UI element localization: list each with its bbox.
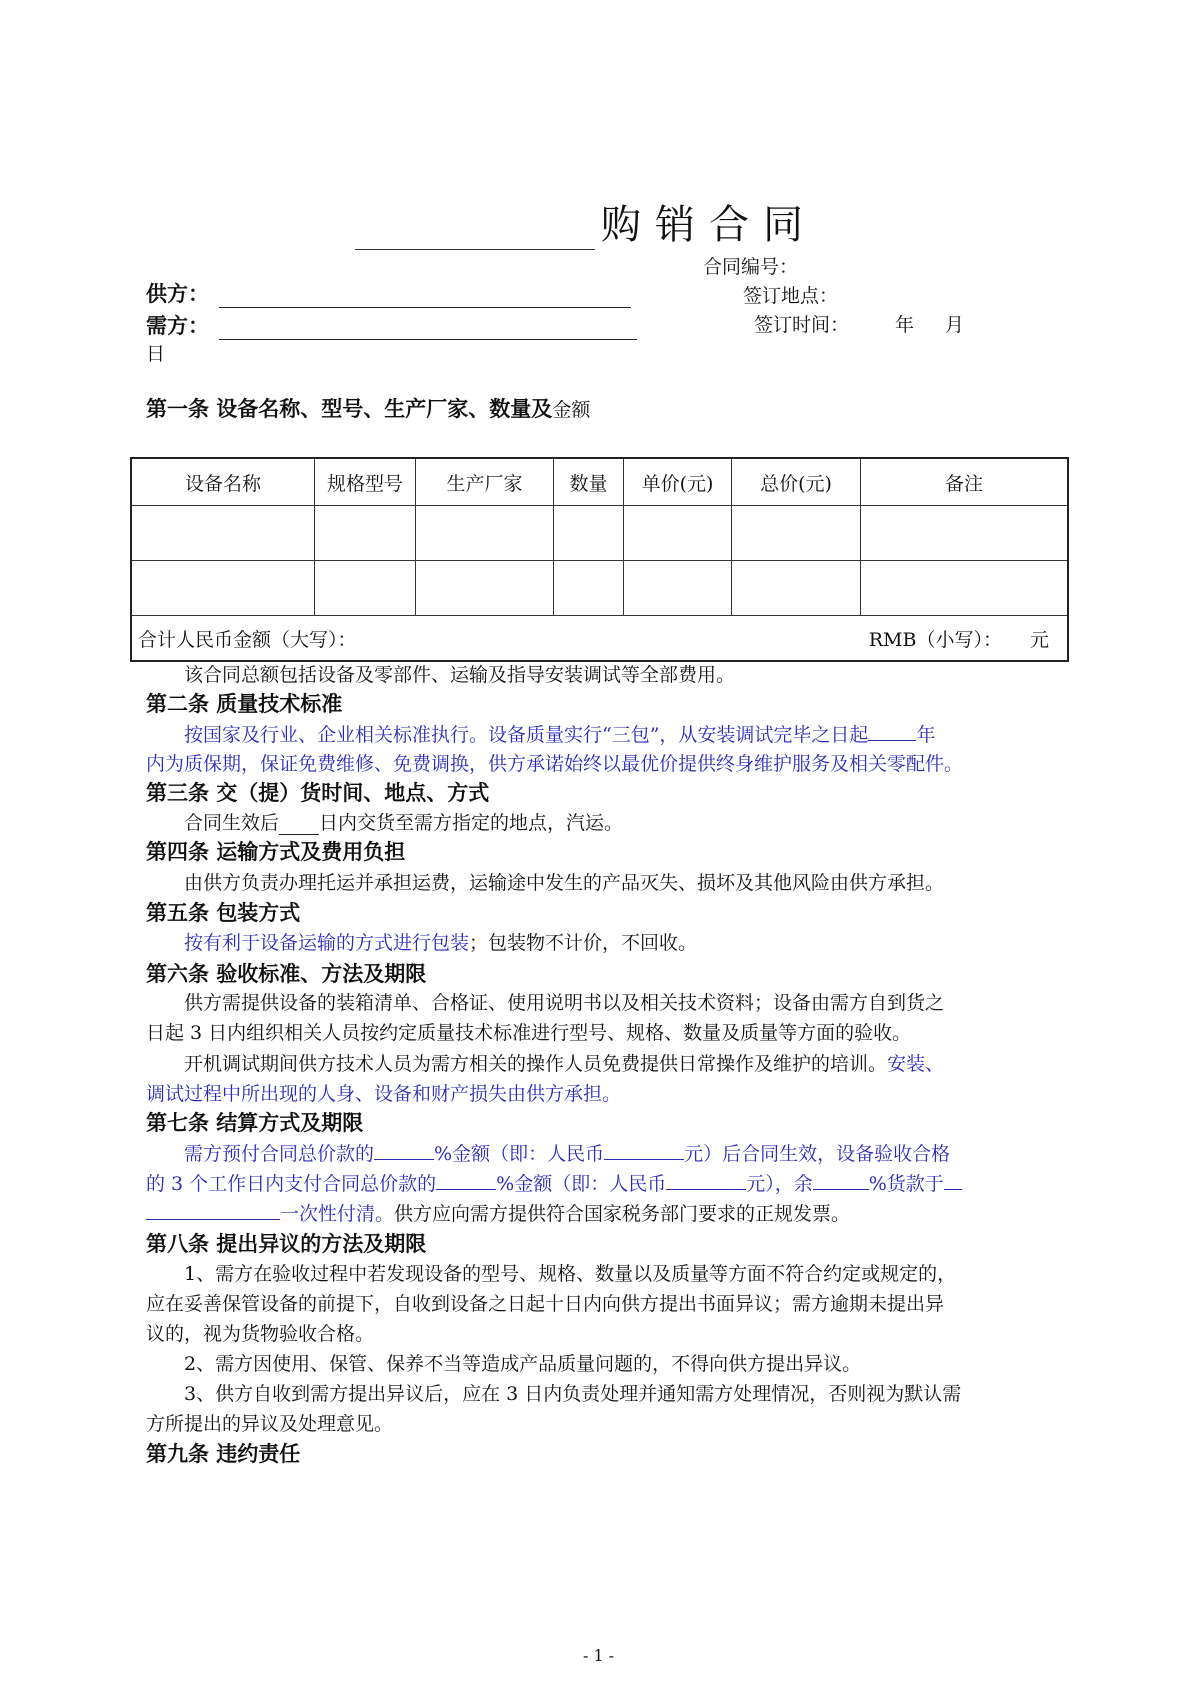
table-cell[interactable]	[554, 561, 624, 616]
article2-year-unit: 年	[916, 724, 936, 746]
sign-year-label: 年	[895, 314, 915, 336]
second-amount-blank[interactable]	[666, 1171, 746, 1190]
article2-line1	[184, 720, 935, 747]
table-cell[interactable]	[861, 506, 1069, 561]
col-unit-price: 单价(元)	[624, 458, 732, 506]
article7-l3-blue: 一次性付清。	[280, 1203, 395, 1225]
article2-heading: 第二条 质量技术标准	[146, 692, 343, 716]
article2-line2: 内为质保期，保证免费维修、免费调换，供方承诺始终以最优价提供终身维护服务及相关零配件。	[146, 753, 964, 775]
equipment-table	[130, 457, 1069, 662]
article7-line3	[146, 1199, 850, 1226]
article6-p2-blue: 安装、	[887, 1053, 945, 1075]
article5-heading: 第五条 包装方式	[146, 901, 301, 925]
article7-l2-b: %金额（即：人民币	[496, 1173, 667, 1195]
balance-percent-blank[interactable]	[813, 1171, 869, 1190]
total-unit: 元	[1029, 628, 1049, 651]
delivery-days-blank[interactable]	[279, 816, 319, 835]
col-equipment-name: 设备名称	[131, 458, 315, 506]
title-blank-line	[355, 213, 595, 250]
article8-item2: 2、需方因使用、保管、保养不当等造成产品质量问题的，不得向供方提出异议。	[184, 1353, 862, 1375]
article7-line2	[146, 1169, 962, 1196]
article1-heading-text: 第一条 设备名称、型号、生产厂家、数量及	[146, 397, 553, 421]
total-lower-label: RMB（小写）：	[868, 628, 1002, 651]
col-spec-model: 规格型号	[315, 458, 416, 506]
table-row	[131, 506, 1068, 561]
article7-l1-c: 元）后合同生效，设备验收合格	[684, 1143, 951, 1165]
prepay-percent-blank[interactable]	[374, 1141, 434, 1160]
article1-heading	[146, 393, 590, 423]
sign-time-label: 签订时间：	[754, 314, 850, 336]
article6-p2-line1	[184, 1049, 944, 1076]
table-cell[interactable]	[861, 561, 1069, 616]
page-number: - 1 -	[583, 1646, 615, 1665]
table-cell[interactable]	[416, 506, 554, 561]
table-cell[interactable]	[732, 561, 861, 616]
article7-line1	[184, 1139, 950, 1166]
table-cell[interactable]	[732, 506, 861, 561]
article7-l3-black: 供方应向需方提供符合国家税务部门要求的正规发票。	[394, 1203, 851, 1225]
table-cell[interactable]	[131, 506, 315, 561]
col-manufacturer: 生产厂家	[416, 458, 554, 506]
article8-item1-line2: 应在妥善保管设备的前提下，自收到设备之日起十日内向供方提出书面异议；需方逾期未提出异	[146, 1293, 945, 1315]
article8-item1-line3: 议的，视为货物验收合格。	[146, 1323, 375, 1345]
article3-heading: 第三条 交（提）货时间、地点、方式	[146, 781, 490, 805]
table-cell[interactable]	[624, 561, 732, 616]
article2-line1-text: 按国家及行业、企业相关标准执行。设备质量实行“三包”，从安装调试完毕之日起	[184, 724, 869, 746]
article5-text-black: ；包装物不计价，不回收。	[469, 932, 698, 954]
article7-l2-a: 的 3 个工作日内支付合同总价款的	[146, 1173, 437, 1195]
table-cell[interactable]	[416, 561, 554, 616]
article8-heading: 第八条 提出异议的方法及期限	[146, 1232, 427, 1256]
total-upper-label: 合计人民币金额（大写）：	[138, 628, 357, 651]
article6-p1-line1: 供方需提供设备的装箱清单、合格证、使用说明书以及相关技术资料；设备由需方自到货之	[184, 992, 945, 1014]
article1-note: 该合同总额包括设备及零部件、运输及指导安装调试等全部费用。	[184, 664, 736, 686]
article7-l2-c: 元），余	[746, 1173, 813, 1195]
col-remarks: 备注	[861, 458, 1069, 506]
article5-text-blue: 按有利于设备运输的方式进行包装	[184, 932, 470, 954]
total-cell	[131, 616, 1068, 662]
article6-p2-line2: 调试过程中所出现的人身、设备和财产损失由供方承担。	[146, 1083, 622, 1105]
article8-item3-line2: 方所提出的异议及处理意见。	[146, 1413, 394, 1435]
article8-item3-line1: 3、供方自收到需方提出异议后，应在 3 日内负责处理并通知需方处理情况，否则视为默认需	[184, 1383, 962, 1405]
buyer-line	[219, 319, 637, 340]
sign-month-label: 月	[945, 314, 965, 336]
sign-place-label: 签订地点：	[743, 285, 839, 307]
article7-l1-b: %金额（即：人民币	[434, 1143, 605, 1165]
buyer-row	[146, 310, 637, 340]
table-total-row	[131, 616, 1068, 662]
article7-heading: 第七条 结算方式及期限	[146, 1111, 364, 1135]
title-text: 购销合同	[601, 202, 817, 248]
table-cell[interactable]	[554, 506, 624, 561]
article4-heading: 第四条 运输方式及费用负担	[146, 840, 406, 864]
col-quantity: 数量	[554, 458, 624, 506]
buyer-label: 需方：	[146, 314, 209, 338]
table-cell[interactable]	[131, 561, 315, 616]
article6-heading: 第六条 验收标准、方法及期限	[146, 962, 427, 986]
article8-item1-line1: 1、需方在验收过程中若发现设备的型号、规格、数量以及质量等方面不符合约定或规定的，	[184, 1263, 957, 1285]
balance-date-blank[interactable]	[146, 1201, 280, 1220]
contract-title	[355, 193, 817, 250]
sign-day-label: 日	[146, 343, 166, 365]
table-cell[interactable]	[315, 561, 416, 616]
contract-number-label: 合同编号：	[703, 256, 799, 278]
second-percent-blank[interactable]	[436, 1171, 496, 1190]
col-total-price: 总价(元)	[732, 458, 861, 506]
supplier-label: 供方：	[146, 282, 209, 306]
table-header-row	[131, 458, 1068, 506]
prepay-amount-blank[interactable]	[604, 1141, 684, 1160]
article5-text	[184, 928, 697, 955]
supplier-row	[146, 278, 631, 308]
article4-text: 由供方负责办理托运并承担运费，运输途中发生的产品灭失、损坏及其他风险由供方承担。	[184, 872, 945, 894]
table-cell[interactable]	[624, 506, 732, 561]
article6-p2-black: 开机调试期间供方技术人员为需方相关的操作人员免费提供日常操作及维护的培训。	[184, 1053, 888, 1075]
warranty-years-blank[interactable]	[868, 722, 916, 741]
balance-date-blank-start[interactable]	[944, 1171, 962, 1190]
supplier-line	[219, 287, 631, 308]
article1-heading-tail: 金额	[552, 399, 591, 421]
article3-text-a: 合同生效后	[184, 812, 280, 834]
table-row	[131, 561, 1068, 616]
article3-text-b: 日内交货至需方指定的地点，汽运。	[319, 812, 624, 834]
table-cell[interactable]	[315, 506, 416, 561]
article7-l1-a: 需方预付合同总价款的	[184, 1143, 375, 1165]
article7-l2-d: %货款于	[868, 1173, 944, 1195]
article6-p1-line2: 日起 3 日内组织相关人员按约定质量技术标准进行型号、规格、数量及质量等方面的验收。	[146, 1022, 912, 1044]
article9-heading: 第九条 违约责任	[146, 1442, 301, 1466]
article3-text	[184, 808, 623, 835]
